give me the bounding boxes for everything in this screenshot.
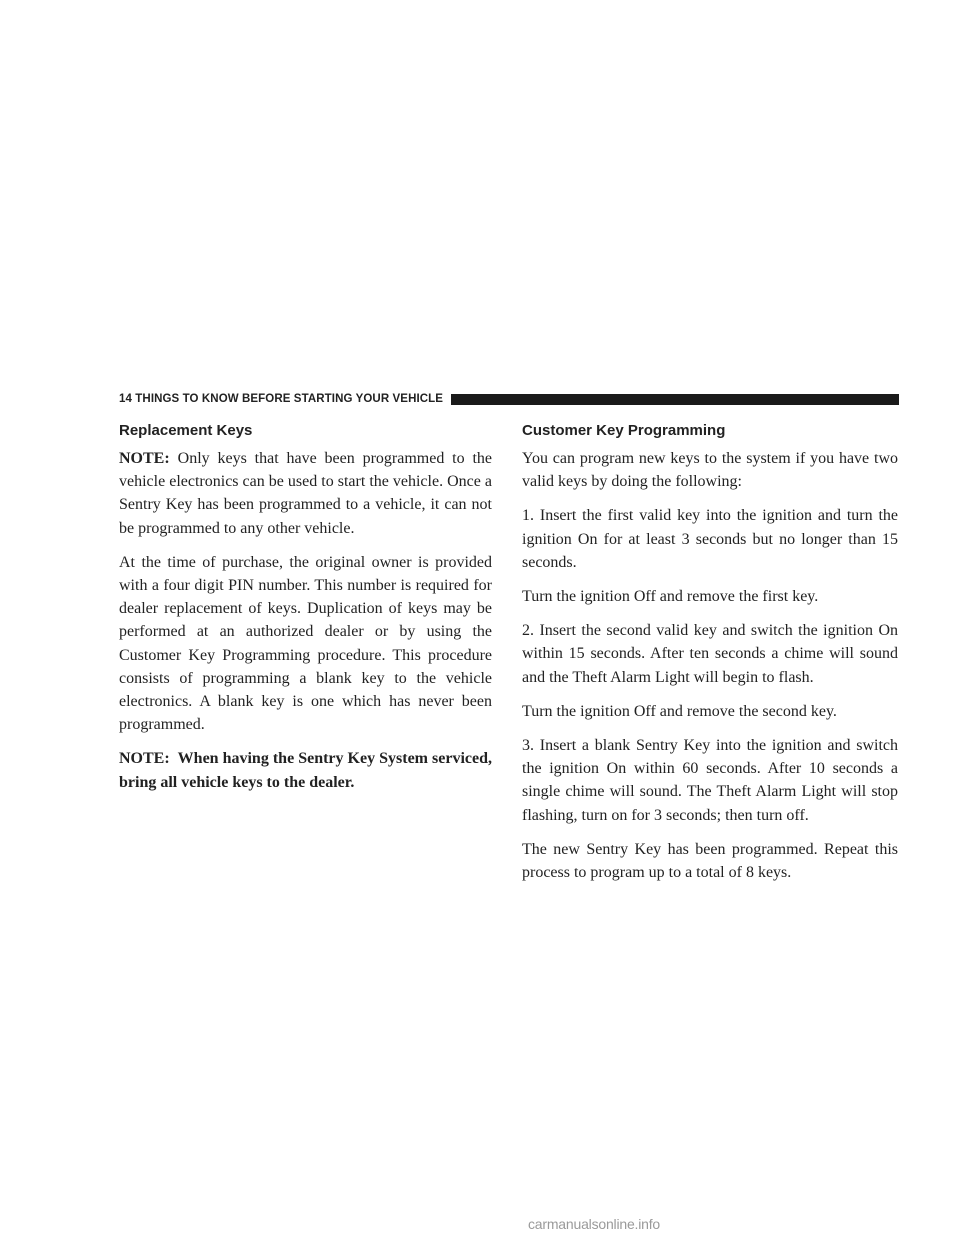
running-title: 14 THINGS TO KNOW BEFORE STARTING YOUR VEHICLE <box>119 393 444 405</box>
note-text-1: Only keys that have been programmed to the vehicle electronics can be used to start the vehicle. Once a Sentry Key has been programmed to a vehicle, it can not be programmed to any other vehicle. <box>119 450 492 537</box>
note-label-2: NOTE: <box>119 750 170 768</box>
note-paragraph-1 <box>119 447 492 540</box>
left-column <box>119 418 492 805</box>
pin-paragraph: At the time of purchase, the original owner is provided with a four digit PIN number. This number is required for dealer replacement of keys. Duplication of keys may be performed at an authorized dealer or by using the Customer Key Programming procedure. This procedure consists of programming a blank key to the vehicle electronics. A blank key is one which has never been programmed. <box>119 553 492 734</box>
remove-first-key-paragraph: Turn the ignition Off and remove the first key. <box>522 588 819 606</box>
right-column <box>522 418 898 895</box>
header-rule <box>451 394 899 405</box>
page-header <box>119 388 899 410</box>
note-text-2: When having the Sentry Key System serviced, bring all vehicle keys to the dealer. <box>119 750 492 791</box>
watermark-logo: carmanualsonline.info <box>528 1216 660 1232</box>
note-paragraph-2 <box>119 747 492 793</box>
intro-paragraph: You can program new keys to the system if you have two valid keys by doing the following: <box>522 450 898 491</box>
note-label-1: NOTE: <box>119 450 170 467</box>
customer-key-programming-heading: Customer Key Programming <box>522 422 726 439</box>
step-3-paragraph: 3. Insert a blank Sentry Key into the ignition and switch the ignition On within 60 seconds. After 10 seconds a single chime will sound. The Theft Alarm Light will stop flashing, turn on for 3 seconds; then turn off. <box>522 737 898 824</box>
step-2-paragraph: 2. Insert the second valid key and switch the ignition On within 15 seconds. After ten seconds a chime will sound and the Theft Alarm Light will begin to flash. <box>522 622 898 686</box>
step-1-paragraph: 1. Insert the first valid key into the ignition and turn the ignition On for at least 3 seconds but no longer than 15 seconds. <box>522 507 898 571</box>
final-paragraph: The new Sentry Key has been programmed. Repeat this process to program up to a total of 8 keys. <box>522 840 898 882</box>
remove-second-key-paragraph: Turn the ignition Off and remove the second key. <box>522 702 837 720</box>
replacement-keys-heading: Replacement Keys <box>119 422 253 439</box>
